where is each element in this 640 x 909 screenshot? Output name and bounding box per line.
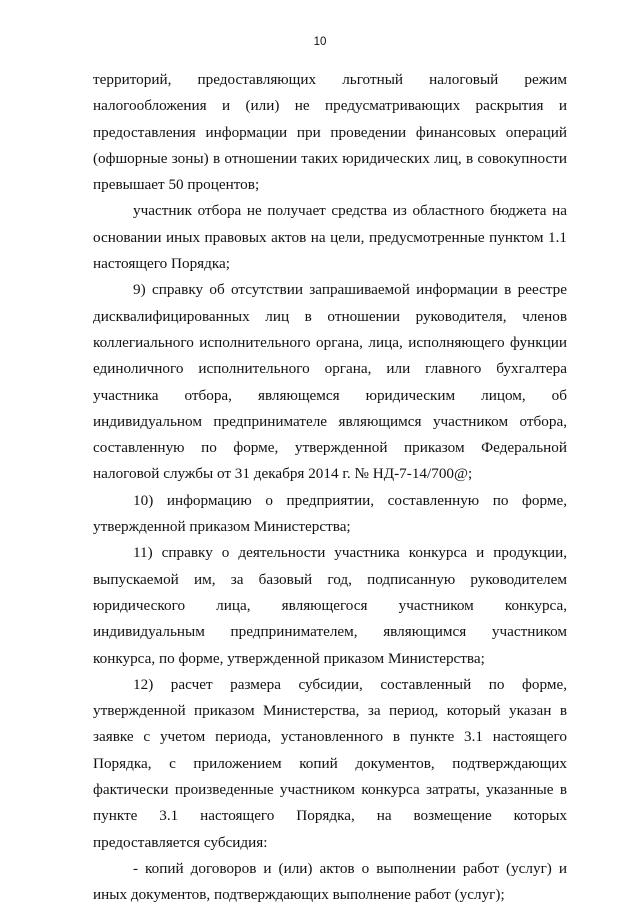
- paragraph-item-11: 11) справку о деятельности участника конкурса и продукции, выпускаемой им, за базовый год, подписанную руководителем юридического лица, являющегося участником конкурса, индивидуальным предпринимателем, являющимся участником конкурса, по форме, утвержденной приказом Министерства;: [93, 544, 567, 667]
- paragraph-no-regional-funds: участник отбора не получает средства из областного бюджета на основании иных правовых актов на цели, предусмотренные пунктом 1.1 настоящего Порядка;: [93, 202, 567, 273]
- page-number: 10: [313, 36, 327, 48]
- paragraph-offshore-continuation: территорий, предоставляющих льготный налоговый режим налогообложения и (или) не предусматривающих раскрытия и предоставления информации при проведении финансовых операций (офшорные зоны) в отношении таких юридических лиц, в совокупности превышает 50 процентов;: [93, 71, 567, 194]
- paragraph-item-9: 9) справку об отсутствии запрашиваемой информации в реестре дисквалифицированных лиц в отношении руководителя, членов коллегиального исполнительного органа, лица, исполняющего функции единоличного исполнительного органа, или главного бухгалтера участника отбора, являющемся юридическим лицом, об индивидуальном предпринимателе являющимся участником отбора, составленную по форме, утвержденной приказом Федеральной налоговой службы от 31 декабря 2014 г. № НД-7-14/700@;: [93, 281, 567, 483]
- paragraph-item-12: 12) расчет размера субсидии, составленный по форме, утвержденной приказом Министерства, за период, который указан в заявке с учетом периода, установленного в пункте 3.1 настоящего Порядка, с приложением копий документов, подтверждающих фактически произведенные участником конкурса затраты, указанные в пункте 3.1 настоящего Порядка, на возмещение которых предоставляется субсидия:: [93, 675, 567, 851]
- paragraph-contract-copies: - копий договоров и (или) актов о выполнении работ (услуг) и иных документов, подтверждающих выполнение работ (услуг);: [93, 859, 567, 904]
- document-body: [93, 67, 567, 909]
- paragraph-item-10: 10) информацию о предприятии, составленную по форме, утвержденной приказом Министерства;: [93, 491, 567, 536]
